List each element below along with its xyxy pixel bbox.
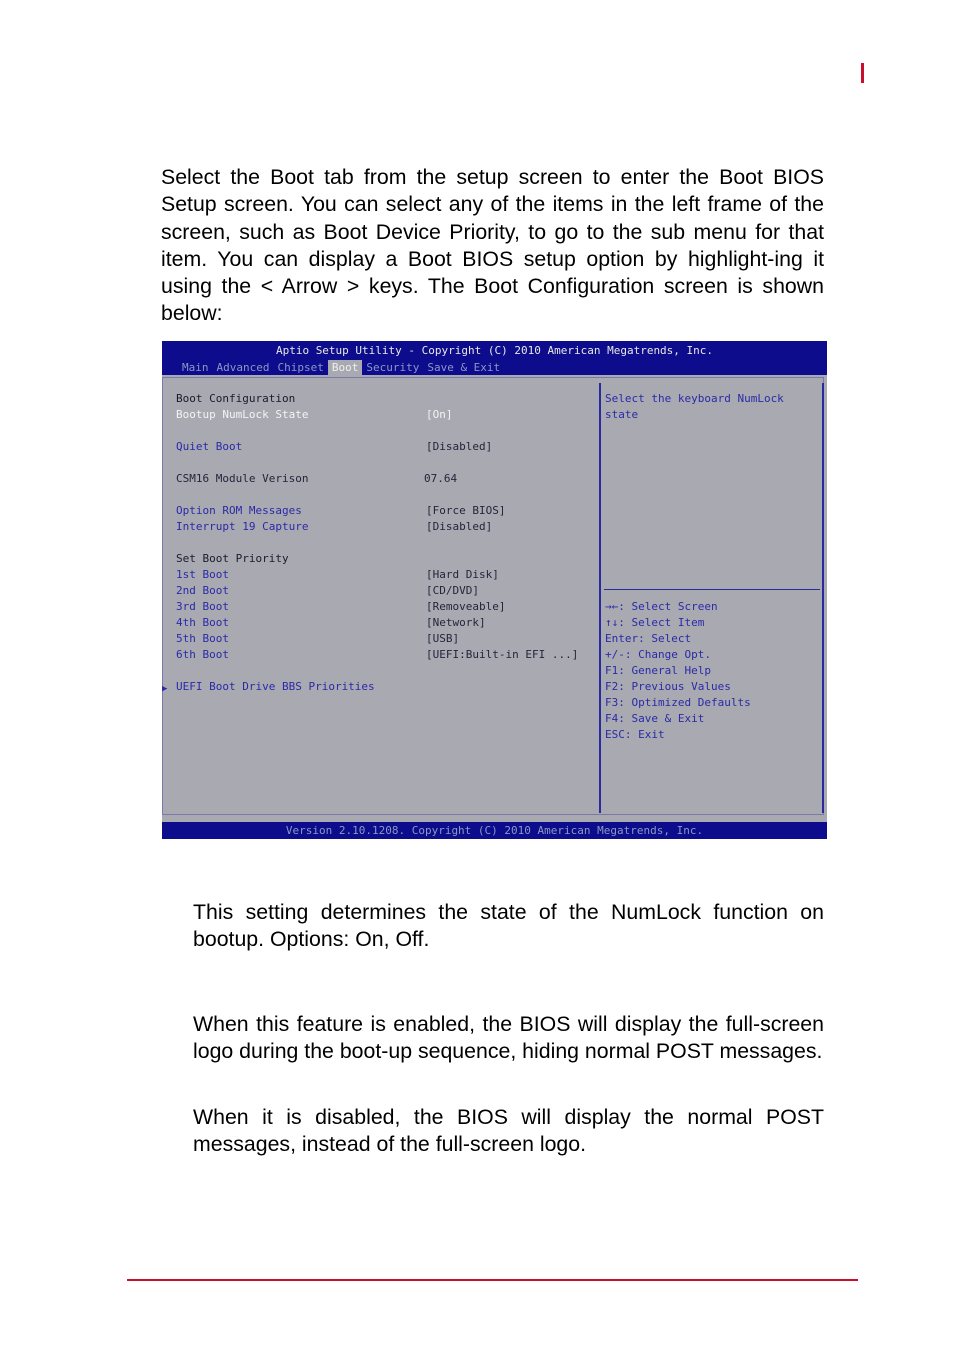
setting-1st-boot[interactable]: 1st Boot [Hard Disk] — [176, 568, 499, 581]
key-hint-esc-exit: ESC: Exit — [605, 728, 665, 741]
setting-5th-boot[interactable]: 5th Boot [USB] — [176, 632, 460, 645]
boot-config-heading: Boot Configuration — [176, 392, 296, 405]
tab-security[interactable]: Security — [366, 361, 420, 374]
quiet-boot-disabled-description: When it is disabled, the BIOS will display the normal POST messages, instead of the full-screen logo. — [193, 1105, 824, 1157]
submenu-uefi-bbs-priorities[interactable]: UEFI Boot Drive BBS Priorities — [176, 680, 375, 693]
key-hint-previous-values: F2: Previous Values — [605, 680, 731, 693]
quiet-boot-enabled-description: When this feature is enabled, the BIOS will display the full-screen logo during the boot-up sequence, hiding normal POST messages. — [193, 1012, 824, 1064]
setting-bootup-numlock[interactable]: Bootup NumLock State [On] — [176, 408, 453, 421]
key-hint-select-screen: →←: Select Screen — [605, 600, 718, 613]
setting-option-rom-messages[interactable]: Option ROM Messages [Force BIOS] — [176, 504, 506, 517]
bios-title: Aptio Setup Utility - Copyright (C) 2010 American Megatrends, Inc. — [275, 344, 714, 357]
tab-save-exit[interactable]: Save & Exit — [427, 361, 501, 374]
info-csm16-version: CSM16 Module Verison 07.64 — [176, 472, 458, 485]
boot-priority-heading: Set Boot Priority — [176, 552, 289, 565]
help-text-line2: state — [605, 408, 639, 421]
tab-main[interactable]: Main — [182, 361, 209, 374]
help-divider — [604, 589, 820, 590]
setting-3rd-boot[interactable]: 3rd Boot [Removeable] — [176, 600, 506, 613]
header-accent-mark — [861, 63, 864, 83]
bios-help-panel — [602, 383, 824, 813]
help-text-line1: Select the keyboard NumLock — [605, 392, 784, 405]
tab-advanced[interactable]: Advanced — [216, 361, 270, 374]
tab-chipset[interactable]: Chipset — [277, 361, 324, 374]
bios-screenshot — [162, 341, 827, 839]
intro-paragraph: Select the Boot tab from the setup screen to enter the Boot BIOS Setup screen. You can select any of the items in the left frame of the screen, such as Boot Device Priority, to go to the sub menu for that item. You can display a Boot BIOS setup option by highlight-ing it using the < Arrow > keys. The Boot Configuration screen is shown below: — [161, 165, 824, 326]
numlock-description: This setting determines the state of the NumLock function on bootup. Options: On, Off. — [193, 900, 824, 952]
setting-4th-boot[interactable]: 4th Boot [Network] — [176, 616, 486, 629]
key-hint-enter: Enter: Select — [605, 632, 692, 645]
bios-tab-bar — [178, 360, 504, 375]
bios-footer-bar — [162, 822, 827, 839]
tab-boot[interactable]: Boot — [328, 360, 363, 375]
setting-interrupt-19-capture[interactable]: Interrupt 19 Capture [Disabled] — [176, 520, 493, 533]
key-hint-change-opt: +/-: Change Opt. — [605, 648, 711, 661]
setting-quiet-boot[interactable]: Quiet Boot [Disabled] — [176, 440, 493, 453]
submenu-arrow-icon: ▶ — [162, 684, 168, 694]
bios-footer-text: Version 2.10.1208. Copyright (C) 2010 American Megatrends, Inc. — [285, 824, 704, 837]
setting-6th-boot[interactable]: 6th Boot [UEFI:Built-in EFI ...] — [176, 648, 579, 661]
key-hint-optimized-defaults: F3: Optimized Defaults — [605, 696, 751, 709]
footer-rule — [127, 1279, 858, 1281]
setting-2nd-boot[interactable]: 2nd Boot [CD/DVD] — [176, 584, 479, 597]
key-hint-select-item: ↑↓: Select Item — [605, 616, 705, 629]
key-hint-save-exit: F4: Save & Exit — [605, 712, 705, 725]
key-hint-general-help: F1: General Help — [605, 664, 711, 677]
bios-title-bar — [162, 341, 827, 375]
